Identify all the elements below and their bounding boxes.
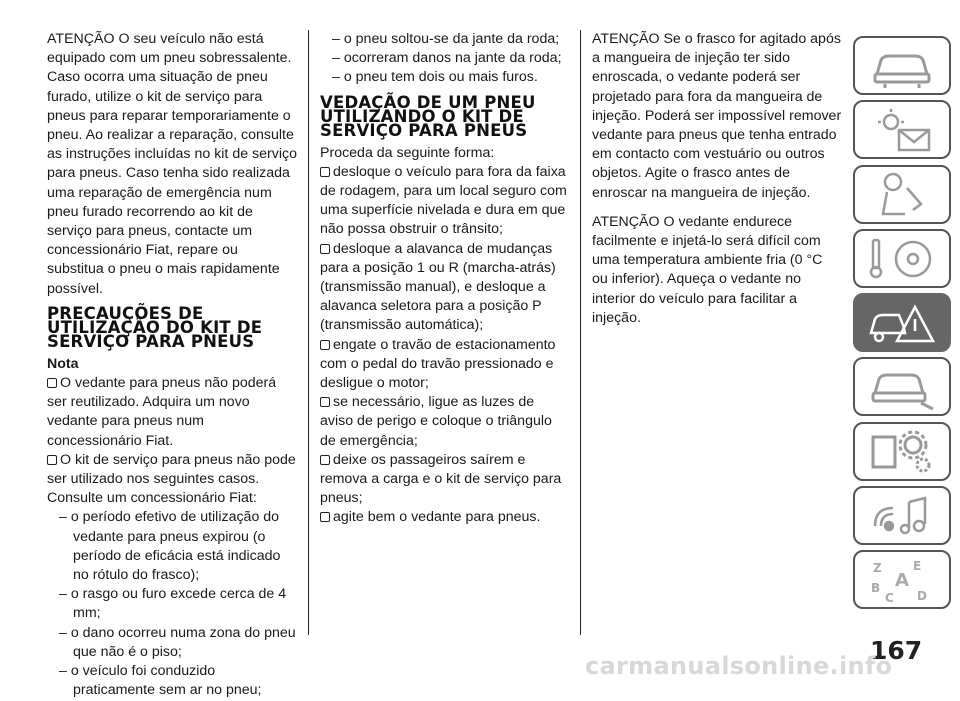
column-1 bbox=[47, 30, 297, 701]
checkbox-bullet-icon bbox=[320, 397, 330, 407]
tab-maintenance[interactable] bbox=[853, 357, 951, 416]
dash-item: – o veículo foi conduzido praticamente sem ar no pneu; bbox=[59, 663, 262, 699]
checkbox-bullet-icon bbox=[320, 167, 330, 177]
svg-text:A: A bbox=[895, 569, 909, 591]
column-3 bbox=[592, 30, 842, 328]
warning-lights-icon bbox=[865, 106, 939, 154]
car-icon bbox=[865, 42, 939, 90]
checkbox-bullet-icon bbox=[320, 455, 330, 465]
airbag-seat-icon bbox=[865, 170, 939, 218]
intro-warning: ATENÇÃO O seu veículo não está equipado com um pneu sobressalente. Caso ocorra uma situação de pneu furado, utilize o kit de serviço para pneus para reparar temporariamente o pneu. Ao realizar a reparação, consulte as instruções incluídas no kit de serviço para pneus. Caso tenha sido realizada uma reparação de emergência num pneu furado recorrendo ao kit de serviço para pneus, contacte um concessionário Fiat, repare ou substitua o pneu o mais rapidamente possível. bbox=[47, 31, 297, 297]
svg-text:Z: Z bbox=[873, 560, 882, 575]
step-item: desloque o veículo para fora da faixa de rodagem, para um local seguro com uma superfície nivelada e dura em que não possa obstruir o trânsito; bbox=[320, 163, 567, 238]
svg-text:C: C bbox=[885, 590, 894, 604]
watermark: carmanualsonline.info bbox=[585, 652, 893, 680]
column-2 bbox=[320, 30, 570, 528]
checkbox-bullet-icon bbox=[320, 512, 330, 522]
tab-emergency[interactable] bbox=[853, 293, 951, 352]
bullet-item: O kit de serviço para pneus não pode ser utilizado nos seguintes casos. Consulte um concessionário Fiat: bbox=[47, 451, 296, 507]
bullet-item: O vedante para pneus não poderá ser reutilizado. Adquira um novo vedante para pneus num concessionário Fiat. bbox=[47, 375, 277, 449]
dash-item: – o período efetivo de utilização do vedante para pneus expirou (o período de eficácia está indicado no rótulo do frasco); bbox=[59, 509, 281, 584]
step-item: engate o travão de estacionamento com o pedal do travão pressionado e desligue o motor; bbox=[320, 336, 556, 392]
checkbox-bullet-icon bbox=[320, 244, 330, 254]
checkbox-bullet-icon bbox=[47, 378, 57, 388]
dash-item: – o dano ocorreu numa zona do pneu que não é o piso; bbox=[59, 624, 296, 660]
warning-cold: ATENÇÃO O vedante endurece facilmente e injetá-lo será difícil com uma temperatura ambiente fria (0 °C ou inferior). Aqueça o vedante no interior do veículo para facilitar a injeção. bbox=[592, 213, 823, 326]
column-divider bbox=[308, 30, 309, 635]
car-service-icon bbox=[865, 363, 939, 411]
checkbox-bullet-icon bbox=[47, 455, 57, 465]
step-item: deixe os passageiros saírem e remova a carga e o kit de serviço para pneus; bbox=[320, 451, 562, 507]
section-heading-precautions: PRECAUÇÕES DE UTILIZAÇÃO DO KIT DE SERVIÇO PARA PNEUS bbox=[47, 303, 263, 351]
section-heading-sealing: VEDAÇÃO DE UM PNEU UTILIZANDO O KIT DE SERVIÇO PARA PNEUS bbox=[320, 92, 536, 140]
step-item: agite bem o vedante para pneus. bbox=[320, 508, 570, 527]
page-number: 167 bbox=[870, 636, 923, 665]
tab-safety[interactable] bbox=[853, 165, 951, 224]
gears-icon bbox=[865, 427, 939, 475]
svg-text:D: D bbox=[917, 588, 927, 603]
tab-multimedia[interactable] bbox=[853, 486, 951, 545]
tab-warning-lights[interactable] bbox=[853, 100, 951, 159]
index-icon bbox=[865, 556, 939, 604]
nota-label: Nota bbox=[47, 355, 79, 372]
step-item: desloque a alavanca de mudanças para a posição 1 ou R (marcha-atrás) (transmissão manual), e desloque a alavanca seletora para a posição P (transmissão automática); bbox=[320, 240, 556, 334]
dash-item: – o rasgo ou furo excede cerca de 4 mm; bbox=[59, 586, 287, 622]
dash-item: – o pneu soltou-se da jante da roda; bbox=[332, 31, 560, 47]
svg-text:B: B bbox=[871, 580, 881, 595]
key-steering-icon bbox=[865, 234, 939, 282]
svg-text:E: E bbox=[913, 558, 922, 573]
emergency-icon bbox=[865, 299, 939, 347]
warning-shaking: ATENÇÃO Se o frasco for agitado após a mangueira de injeção ter sido enroscada, o vedante poderá ser projetado para fora da mangueira de injeção. Poderá ser impossível remover vedante para pneus que tenha entrado em contacto com vestuário ou outros objetos. Agite o frasco antes de enroscar na mangueira de injeção. bbox=[592, 31, 842, 201]
multimedia-icon bbox=[865, 492, 939, 540]
tab-index[interactable] bbox=[853, 550, 951, 609]
step-item: se necessário, ligue as luzes de aviso de perigo e coloque o triângulo de emergência; bbox=[320, 394, 552, 449]
dash-item: – o pneu tem dois ou mais furos. bbox=[332, 69, 538, 86]
tab-car[interactable] bbox=[853, 36, 951, 95]
tab-starting[interactable] bbox=[853, 229, 951, 288]
procedure-lead: Proceda da seguinte forma: bbox=[320, 144, 495, 161]
dash-item: – ocorreram danos na jante da roda; bbox=[332, 50, 562, 67]
checkbox-bullet-icon bbox=[320, 340, 330, 350]
column-divider bbox=[580, 30, 581, 635]
tab-technical-data[interactable] bbox=[853, 422, 951, 481]
chapter-tabs bbox=[853, 36, 951, 615]
